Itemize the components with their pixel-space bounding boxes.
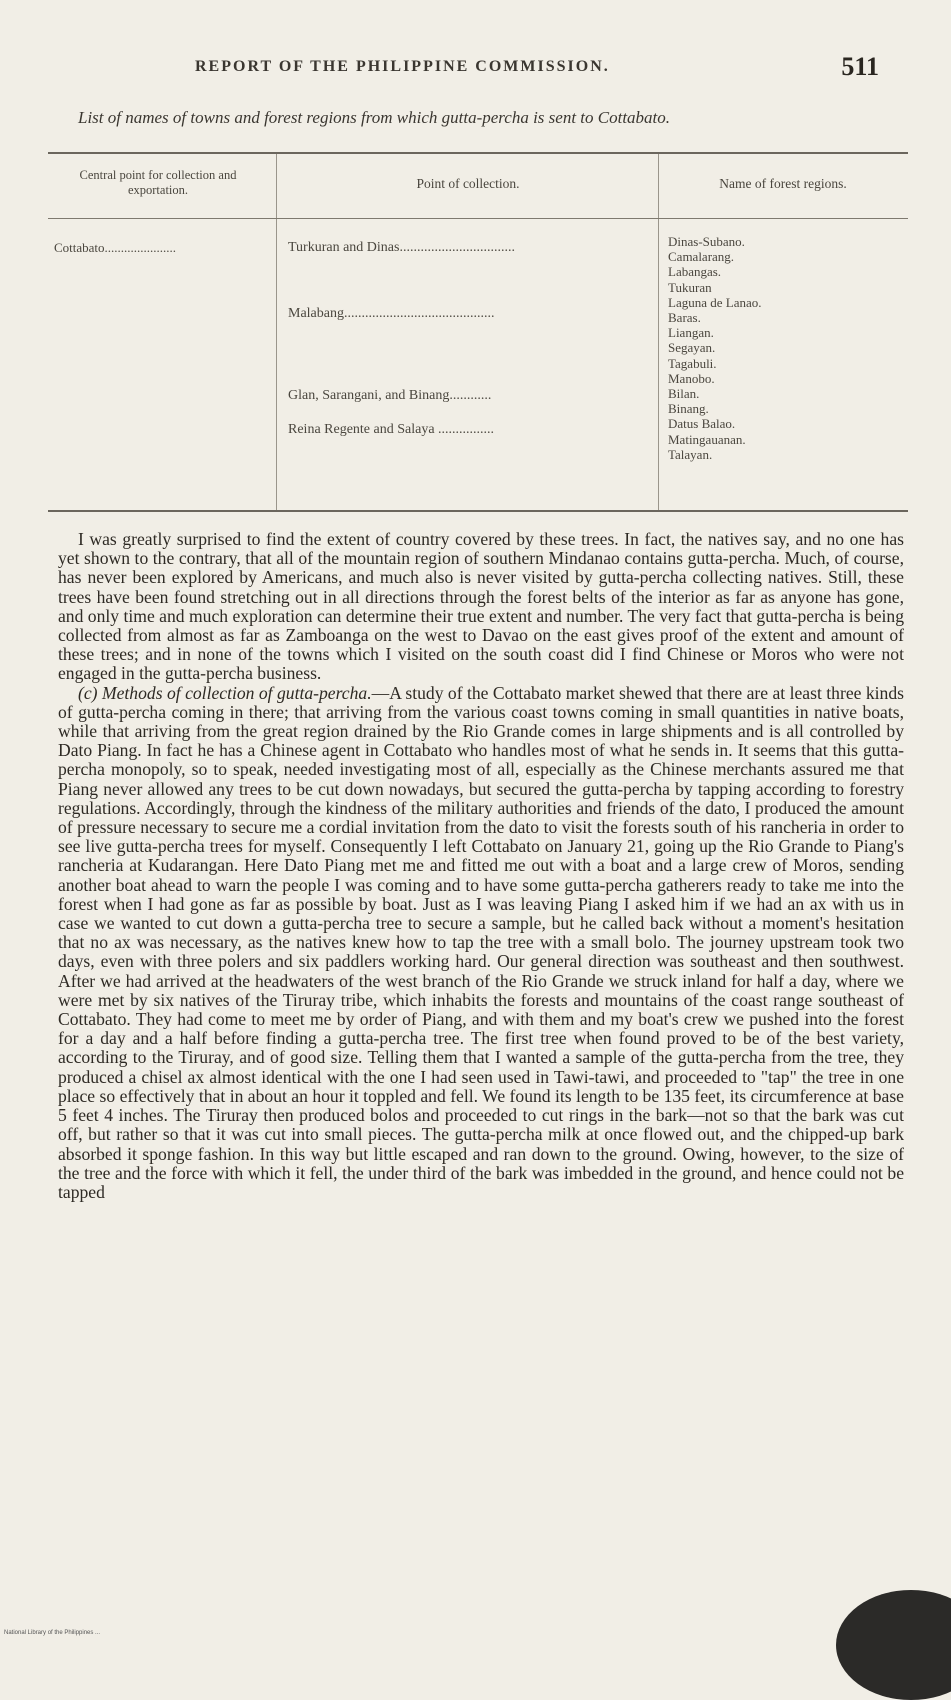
column-separator <box>276 154 277 510</box>
forest-region: Dinas-Subano. <box>668 234 745 249</box>
forest-regions-list <box>668 234 761 462</box>
column-separator <box>658 154 659 510</box>
body-text <box>58 530 904 1202</box>
page-header <box>60 52 911 82</box>
table-caption: List of names of towns and forest regions from which gutta-percha is sent to Cottabato. <box>78 108 671 127</box>
forest-region: Labangas. <box>668 264 722 280</box>
forest-region: Talayan. <box>668 446 713 462</box>
forest-region: Laguna de Lanao. <box>668 294 762 310</box>
running-title: REPORT OF THE PHILIPPINE COMMISSION. <box>195 58 610 75</box>
header-point-of-collection: Point of collection. <box>416 176 520 191</box>
header-central-point: Central point for collection and exportation. <box>79 168 237 197</box>
forest-region: Camalarang. <box>668 249 735 265</box>
scan-corner-shadow <box>836 1590 951 1700</box>
paragraph-text: —A study of the Cottabato market shewed that there are at least three kinds of gutta-percha coming in there; that arriving from the various coast towns coming in small quantities in native boats, while that arriving from the great region drained by the Rio Grande comes in large shipments and is all controlled by Dato Piang. In fact he has a Chinese agent in Cottabato who handles most of what he sends in. It seems that this gutta-percha monopoly, so to speak, needed investigating most of all, especially as the Chinese merchants assured me that Piang never allowed any trees to be cut down nowadays, but secured the gutta-percha by tapping according to forestry regulations. Accordingly, through the kindness of the military authorities and friends of the dato, I produced the amount of pressure necessary to secure me a cordial invitation from the dato to visit the forests south of his rancheria in order to see live gutta-percha trees for myself. Consequently I left Cottabato on January 21, going up the Rio Grande to Piang's rancheria at Kudarangan. Here Dato Piang met me and fitted me out with a boat and a large crew of Moros, sending another boat ahead to warn the people I was coming and to have some gutta-percha gatherers ready to take me into the forest when I had gone as far as possible by boat. Just as I was leaving Piang I asked him if we had an ax with us in case we wanted to cut down a gutta-percha tree to secure a sample, but he called back without a moment's hesitation that no ax was necessary, as the natives knew how to tap the tree with a small bolo. The journey upstream took two days, even with three polers and six paddlers working hard. Our general direction was southeast and then southwest. After we had arrived at the headwaters of the west branch of the Rio Grande we struck inland for half a day, where we were met by six natives of the Tiruray tribe, which inhabits the forests and mountains of the coast range southeast of Cottabato. They had come to meet me by order of Piang, and with them and my boat's crew we pushed into the forest for a day and a half before finding a gutta-percha tree. The first tree when found proved to be of the best variety, according to the Tiruray, and of good size. Telling them that I wanted a sample of the gutta-percha from the tree, they produced a chisel ax almost identical with the one I had seen used in Tawi-tawi, and proceeded to "tap" the tree in one place so effectively that in about an hour it toppled and fell. We found its length to be 135 feet, its circumference at base 5 feet 4 inches. The Tiruray then produced bolos and proceeded to cut rings in the bark—not so that the bark was cut off, but rather so that it was cut into small pieces. The gutta-percha milk at once flowed out, and the chipped-up bark absorbed it sponge fashion. In this way but little escaped and ran down to the ground. Owing, however, to the size of the tree and the force with which it fell, the under third of the bark was imbedded in the ground, and hence could not be tapped <box>58 682 904 1202</box>
point-of-collection-cell: Malabang........................................... <box>288 306 495 321</box>
forest-region: Bilan. <box>668 386 700 402</box>
forest-region: Matingauanan. <box>668 431 746 447</box>
forest-region: Datus Balao. <box>668 416 736 432</box>
forest-region: Tagabuli. <box>668 355 717 371</box>
central-point-cell: Cottabato...................... <box>54 240 177 255</box>
section-heading: (c) Methods of collection of gutta-percha. <box>78 682 372 703</box>
paragraph <box>58 684 904 1202</box>
header-forest-regions: Name of forest regions. <box>719 176 847 191</box>
forest-region: Liangan. <box>668 325 714 341</box>
point-of-collection-cell: Reina Regente and Salaya ................ <box>288 422 495 437</box>
forest-region: Manobo. <box>668 370 715 386</box>
point-of-collection-cell: Turkuran and Dinas................................. <box>288 240 515 255</box>
collection-points-table <box>48 152 908 512</box>
library-footer: National Library of the Philippines ... <box>4 1630 101 1636</box>
header-rule <box>48 218 908 219</box>
forest-region: Tukuran <box>668 279 712 295</box>
point-of-collection-cell: Glan, Sarangani, and Binang............ <box>288 388 492 403</box>
page-number: 511 <box>841 52 879 81</box>
forest-region: Segayan. <box>668 340 716 356</box>
paragraph: I was greatly surprised to find the extent of country covered by these trees. In fact, the natives say, and no one has yet shown to the contrary, that all of the mountain region of southern Mindanao contains gutta-percha. Much, of course, has never been explored by Americans, and much also is never visited by gutta-percha collecting natives. Still, these trees have been found stretching out in all directions through the forest belts of the interior as far as anyone has gone, and only time and much exploration can determine their true extent and number. The very fact that gutta-percha is being collected from almost as far as Zamboanga on the west to Davao on the east gives proof of the extent and amount of these trees; and in none of the towns which I visited on the south coast did I find Chinese or Moros who were not engaged in the gutta-percha business. <box>58 529 904 684</box>
forest-region: Binang. <box>668 401 709 417</box>
forest-region: Baras. <box>668 310 701 326</box>
